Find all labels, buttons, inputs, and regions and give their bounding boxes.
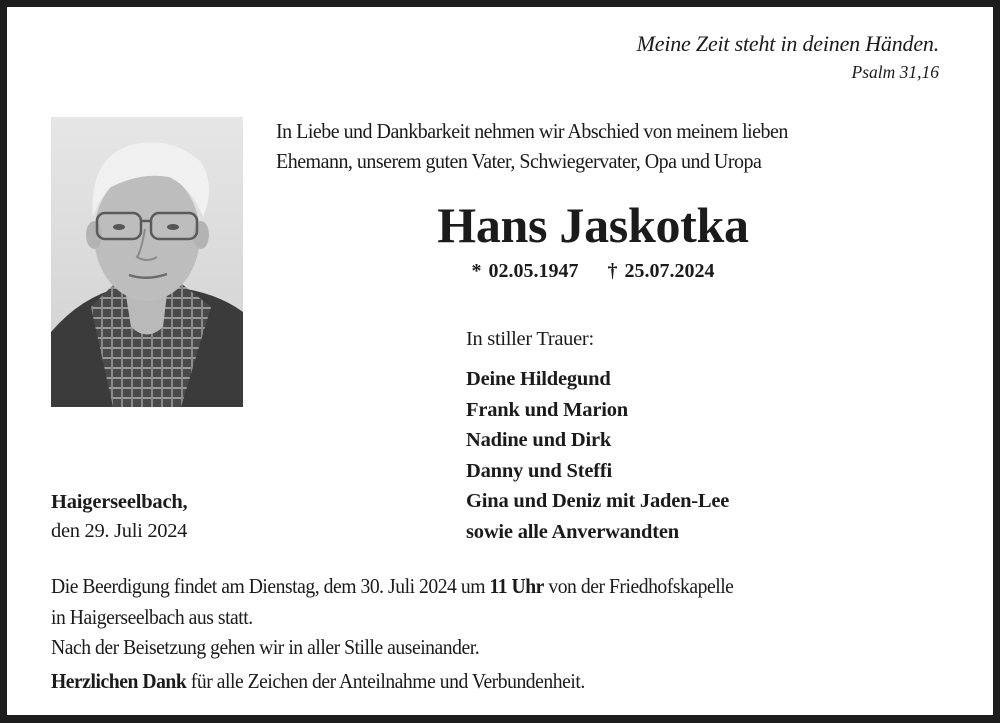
funeral-time: 11 Uhr — [489, 574, 544, 598]
funeral-text: Die Beerdigung findet am Dienstag, dem 30. Juli 2024 um — [51, 574, 490, 598]
intro-text — [276, 116, 788, 176]
obituary-notice — [7, 7, 993, 715]
life-dates — [7, 260, 1000, 283]
place-date: den 29. Juli 2024 — [51, 520, 188, 542]
thanks-bold: Herzlichen Dank — [51, 669, 187, 693]
intro-line-2: Ehemann, unserem guten Vater, Schwiegervater, Opa und Uropa — [276, 149, 762, 173]
mourner: Gina und Deniz mit Jaden-Lee — [466, 490, 730, 513]
thanks-text: für alle Zeichen der Anteilnahme und Verbundenheit. — [186, 669, 585, 693]
funeral-line-2: in Haigerseelbach aus statt. — [51, 604, 253, 629]
funeral-info — [51, 571, 733, 663]
funeral-text: von der Friedhofskapelle — [543, 574, 734, 598]
birth-date: 02.05.1947 — [488, 260, 579, 282]
death-date: 25.07.2024 — [624, 260, 715, 282]
birth-star-icon: * — [471, 260, 482, 282]
thanks-line — [51, 669, 585, 694]
deceased-name: Hans Jaskotka — [437, 197, 749, 253]
mourner: Nadine und Dirk — [466, 429, 612, 452]
motto-quote: Meine Zeit steht in deinen Händen. — [636, 31, 939, 56]
place-name: Haigerseelbach, — [51, 491, 188, 513]
mourner: Danny und Steffi — [466, 459, 613, 482]
mourner: Deine Hildegund — [466, 368, 611, 390]
mourner: Frank und Marion — [466, 398, 628, 421]
funeral-line-3: Nach der Beisetzung gehen wir in aller Stille auseinander. — [51, 635, 480, 659]
mourner: sowie alle Anverwandten — [466, 520, 679, 543]
funeral-line-1 — [51, 571, 733, 602]
intro-line-1: In Liebe und Dankbarkeit nehmen wir Abschied von meinem lieben — [276, 119, 788, 143]
motto-source: Psalm 31,16 — [851, 62, 939, 82]
death-cross-icon: † — [607, 260, 618, 282]
mourning-label: In stiller Trauer: — [466, 328, 594, 350]
mourners-list — [466, 364, 729, 548]
